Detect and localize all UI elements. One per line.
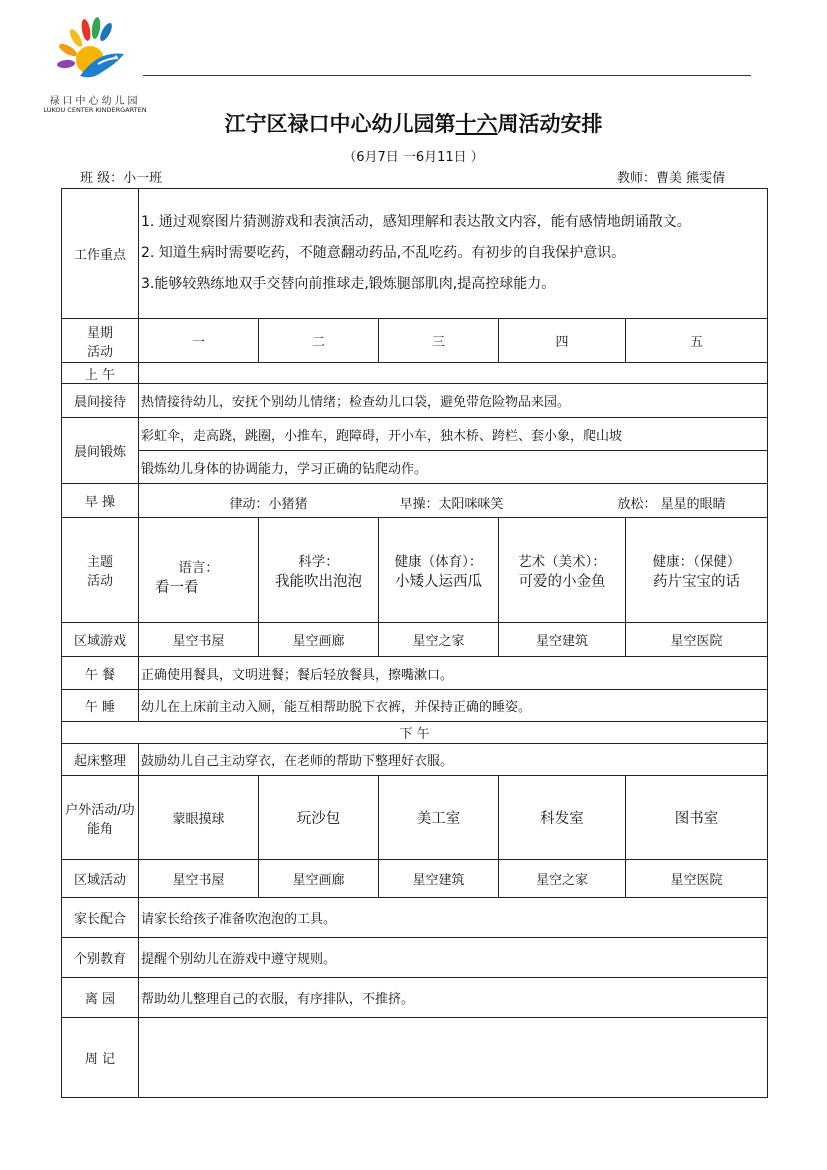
morning-exercise-line1: 彩虹伞，走高跷，跳圈，小推车，跑障碍，开小车，独木桥、跨栏、套小象，爬山坡 xyxy=(139,418,768,451)
outdoor-label xyxy=(62,776,139,860)
area-activity-item: 星空画廊 xyxy=(259,860,379,898)
area-game-item: 星空医院 xyxy=(626,623,768,657)
theme-subject: 艺术（美术）： xyxy=(518,553,606,570)
morning-drill-row xyxy=(62,484,768,518)
title-prefix: 江宁区禄口中心幼儿园第 xyxy=(224,111,456,136)
page-title xyxy=(0,108,827,138)
morning-section-row xyxy=(62,363,768,384)
area-activity-row xyxy=(62,860,768,898)
theme-activity-row xyxy=(62,518,768,623)
outdoor-label-top: 户外活动/功 xyxy=(65,802,135,818)
schedule-table xyxy=(61,188,768,1098)
morning-drill-content xyxy=(139,484,768,518)
area-game-item: 星空书屋 xyxy=(139,623,259,657)
weekday-header-label xyxy=(62,319,139,363)
morning-section-label: 上 午 xyxy=(62,363,139,384)
work-focus-item: 1. 通过观察图片猜测游戏和表演活动，感知理解和表达散文内容，能有感情地朗诵散文。 xyxy=(141,214,691,230)
weekly-notes-label: 周 记 xyxy=(62,1018,139,1098)
nap-label: 午 睡 xyxy=(62,690,139,722)
afternoon-section-row xyxy=(62,722,768,744)
individual-label: 个别教育 xyxy=(62,938,139,978)
outdoor-item: 蒙眼摸球 xyxy=(139,776,259,860)
teacher-info: 教师：曹美 熊雯倩 xyxy=(617,171,726,186)
outdoor-item: 美工室 xyxy=(379,776,499,860)
individual-row xyxy=(62,938,768,978)
area-game-item: 星空建筑 xyxy=(499,623,626,657)
morning-exercise-row-2 xyxy=(62,451,768,484)
theme-name: 可爱的小金鱼 xyxy=(518,573,606,590)
wake-up-row xyxy=(62,744,768,776)
logo-name-en: LUKOU CENTER KINDERGARTEN xyxy=(43,106,147,114)
morning-drill-rhythm: 律动：小猪猪 xyxy=(229,496,308,512)
outdoor-item: 图书室 xyxy=(626,776,768,860)
morning-drill-relax: 放松： 星星的眼睛 xyxy=(617,496,726,512)
outdoor-item: 科发室 xyxy=(499,776,626,860)
work-focus-row xyxy=(62,189,768,319)
leaving-label: 离 园 xyxy=(62,978,139,1018)
theme-activity-cell xyxy=(626,518,768,623)
theme-activity-cell xyxy=(379,518,499,623)
outdoor-label-bottom: 能角 xyxy=(86,821,113,837)
area-game-label: 区域游戏 xyxy=(62,623,139,657)
parent-label: 家长配合 xyxy=(62,898,139,938)
morning-exercise-row-1 xyxy=(62,418,768,451)
lunch-text: 正确使用餐具，文明进餐；餐后轻放餐具，擦嘴漱口。 xyxy=(139,657,768,690)
morning-exercise-label: 晨间锻炼 xyxy=(62,418,139,484)
theme-activity-label xyxy=(62,518,139,623)
theme-label-bottom: 活动 xyxy=(86,574,113,589)
nap-text: 幼儿在上床前主动入厕，能互相帮助脱下衣裤，并保持正确的睡姿。 xyxy=(139,690,768,722)
weekday-label-bottom: 活动 xyxy=(86,344,113,360)
lunch-row xyxy=(62,657,768,690)
area-activity-item: 星空建筑 xyxy=(379,860,499,898)
parent-text: 请家长给孩子准备吹泡泡的工具。 xyxy=(139,898,768,938)
weekday-wed: 三 xyxy=(379,319,499,363)
outdoor-item: 玩沙包 xyxy=(259,776,379,860)
theme-subject: 健康：（保健） xyxy=(652,553,741,570)
weekday-mon: 一 xyxy=(139,319,259,363)
weekday-tue: 二 xyxy=(259,319,379,363)
wake-up-label: 起床整理 xyxy=(62,744,139,776)
morning-reception-text: 热情接待幼儿，安抚个别幼儿情绪；检查幼儿口袋，避免带危险物品来园。 xyxy=(139,384,768,418)
parent-row xyxy=(62,898,768,938)
morning-drill-label: 早 操 xyxy=(62,484,139,518)
theme-activity-cell xyxy=(259,518,379,623)
theme-label-top: 主题 xyxy=(86,555,113,570)
area-game-row xyxy=(62,623,768,657)
title-suffix: 周活动安排 xyxy=(497,111,603,136)
outdoor-row xyxy=(62,776,768,860)
area-activity-item: 星空之家 xyxy=(499,860,626,898)
afternoon-section-label: 下 午 xyxy=(62,722,768,744)
area-activity-item: 星空医院 xyxy=(626,860,768,898)
weekly-notes-text xyxy=(139,1018,768,1098)
area-activity-label: 区域活动 xyxy=(62,860,139,898)
morning-exercise-line2: 锻炼幼儿身体的协调能力，学习正确的钻爬动作。 xyxy=(139,451,768,484)
theme-name: 我能吹出泡泡 xyxy=(275,573,362,590)
lunch-label: 午 餐 xyxy=(62,657,139,690)
nap-row xyxy=(62,690,768,722)
work-focus-content xyxy=(139,189,768,319)
logo-name-cn: 禄口中心幼儿园 xyxy=(49,96,141,107)
leaving-row xyxy=(62,978,768,1018)
leaving-text: 帮助幼儿整理自己的衣服，有序排队，不推挤。 xyxy=(139,978,768,1018)
weekday-fri: 五 xyxy=(626,319,768,363)
theme-name: 看一看 xyxy=(155,579,199,596)
area-activity-item: 星空书屋 xyxy=(139,860,259,898)
work-focus-item: 3.能够较熟练地双手交替向前推球走,锻炼腿部肌肉,提高控球能力。 xyxy=(141,276,556,292)
morning-reception-row xyxy=(62,384,768,418)
title-week-number: 十六 xyxy=(455,111,498,136)
theme-activity-cell xyxy=(139,518,259,623)
individual-text: 提醒个别幼儿在游戏中遵守规则。 xyxy=(139,938,768,978)
theme-subject: 语言： xyxy=(178,559,219,576)
date-range: （6月7日 一6月11日 ） xyxy=(343,150,484,165)
weekday-header-row xyxy=(62,319,768,363)
weekday-label-top: 星期 xyxy=(86,325,113,341)
class-info: 班 级：小一班 xyxy=(80,171,163,186)
work-focus-label: 工作重点 xyxy=(62,189,139,319)
morning-reception-label: 晨间接待 xyxy=(62,384,139,418)
header-divider xyxy=(143,75,751,76)
weekday-thu: 四 xyxy=(499,319,626,363)
kindergarten-logo xyxy=(40,14,150,118)
theme-subject: 科学： xyxy=(298,553,339,570)
theme-name: 药片宝宝的话 xyxy=(653,573,741,590)
theme-name: 小矮人运西瓜 xyxy=(395,573,482,590)
theme-activity-cell xyxy=(499,518,626,623)
morning-drill-exercise: 早操：太阳咪咪笑 xyxy=(399,496,504,512)
weekly-notes-row xyxy=(62,1018,768,1098)
logo-icon xyxy=(40,14,150,94)
area-game-item: 星空之家 xyxy=(379,623,499,657)
work-focus-item: 2. 知道生病时需要吃药，不随意翻动药品,不乱吃药。有初步的自我保护意识。 xyxy=(141,245,626,261)
area-game-item: 星空画廊 xyxy=(259,623,379,657)
theme-subject: 健康（体育）： xyxy=(394,553,483,570)
wake-up-text: 鼓励幼儿自己主动穿衣，在老师的帮助下整理好衣服。 xyxy=(139,744,768,776)
